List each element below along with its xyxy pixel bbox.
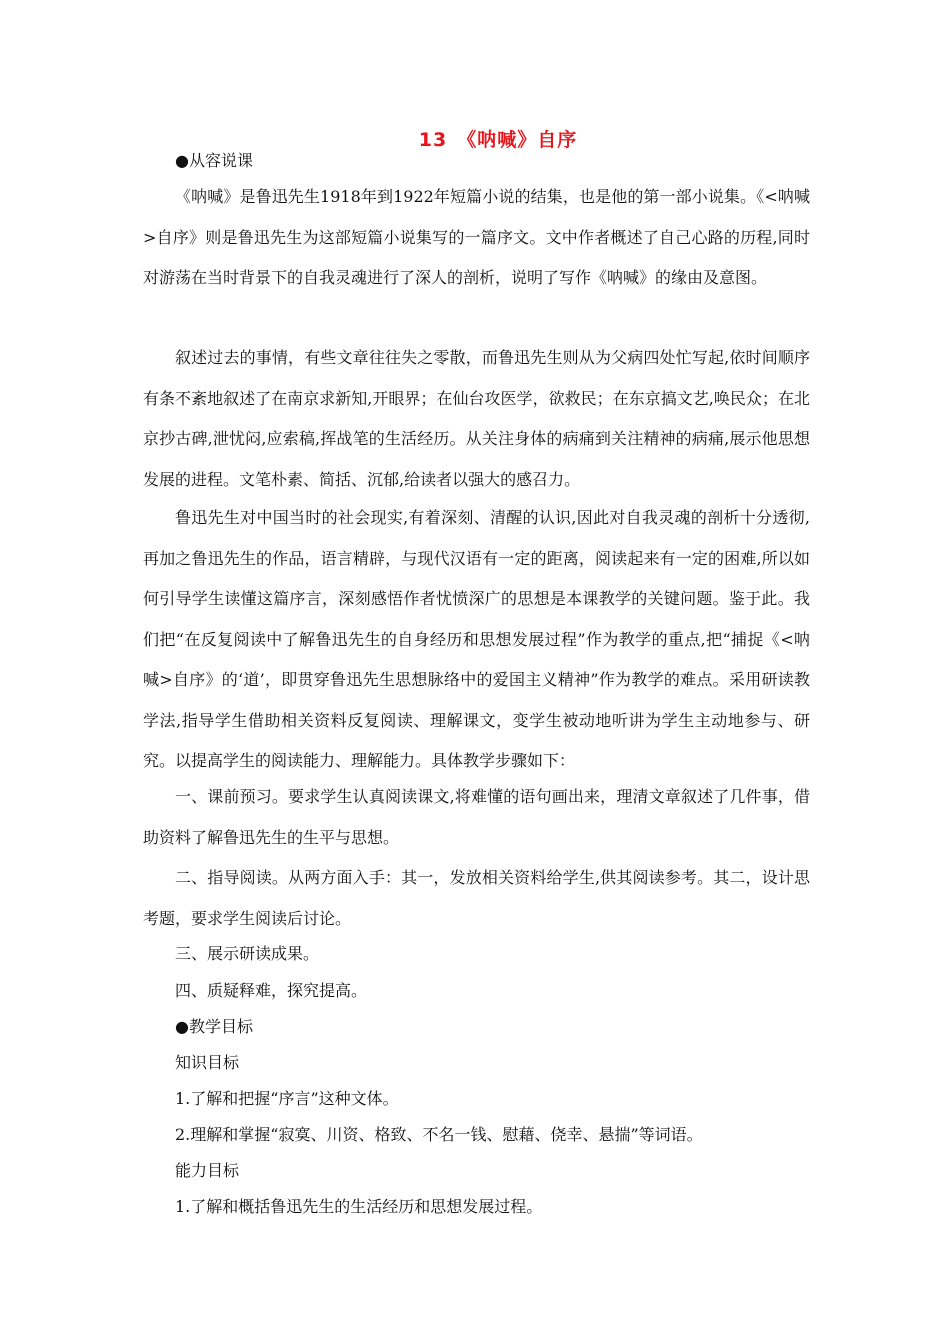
step-4: 四、质疑释难，探究提高。 — [175, 981, 368, 1000]
knowledge-item-2: 2.理解和掌握“寂寞、川资、格致、不名一钱、慰藉、侥幸、悬揣”等词语。 — [175, 1125, 703, 1144]
paragraph-step-2: 二、指导阅读。从两方面入手：其一，发放相关资料给学生,供其阅读参考。其二，设计思考题，要求学生阅读后讨论。 — [143, 868, 810, 928]
paragraph-step-1: 一、课前预习。要求学生认真阅读课文,将难懂的语句画出来，理清文章叙述了几件事，借助资料了解鲁迅先生的生平与思想。 — [143, 787, 810, 847]
paragraph-3: 鲁迅先生对中国当时的社会现实,有着深刻、清醒的认识,因此对自我灵魂的剖析十分透彻,再加之鲁迅先生的作品，语言精辟，与现代汉语有一定的距离，阅读起来有一定的困难,所以如何引导学生读懂这篇序言，深刻感悟作者忧愤深广的思想是本课教学的关键问题。鉴于此。我们把“在反复阅读中了解鲁迅先生的自身经历和思想发展过程”作为教学的重点,把“捕捉《<呐喊>自序》的‘道’，即贯穿鲁迅先生思想脉络中的爱国主义精神”作为教学的难点。采用研读教学法,指导学生借助相关资料反复阅读、理解课文，变学生被动地听讲为学生主动地参与、研究。以提高学生的阅读能力、理解能力。具体教学步骤如下： — [143, 508, 810, 770]
knowledge-heading: 知识目标 — [175, 1053, 240, 1072]
title-number: 13 — [418, 129, 448, 151]
knowledge-item-1: 1.了解和把握“序言”这种文体。 — [175, 1089, 399, 1108]
section-heading-lesson-intro: ●从容说课 — [175, 151, 253, 170]
section-heading-objectives: ●教学目标 — [175, 1017, 253, 1036]
step-3: 三、展示研读成果。 — [175, 944, 320, 963]
page-title — [0, 125, 950, 152]
paragraph-1: 《呐喊》是鲁迅先生1918年到1922年短篇小说的结集，也是他的第一部小说集。《<呐喊>自序》则是鲁迅先生为这部短篇小说集写的一篇序文。文中作者概述了自己心路的历程,同时对游荡在当时背景下的自我灵魂进行了深人的剖析，说明了写作《呐喊》的缘由及意图。 — [143, 187, 810, 287]
title-text: 《呐喊》自序 — [457, 129, 578, 151]
ability-heading: 能力目标 — [175, 1161, 240, 1180]
ability-item-1: 1.了解和概括鲁迅先生的生活经历和思想发展过程。 — [175, 1197, 543, 1216]
paragraph-2: 叙述过去的事情，有些文章往往失之零散，而鲁迅先生则从为父病四处忙写起,依时间顺序有条不紊地叙述了在南京求新知,开眼界；在仙台攻医学，欲救民；在东京搞文艺,唤民众；在北京抄古碑,泄忧闷,应索稿,挥战笔的生活经历。从关注身体的病痛到关注精神的病痛,展示他思想发展的进程。文笔朴素、简括、沉郁,给读者以强大的感召力。 — [143, 348, 810, 489]
